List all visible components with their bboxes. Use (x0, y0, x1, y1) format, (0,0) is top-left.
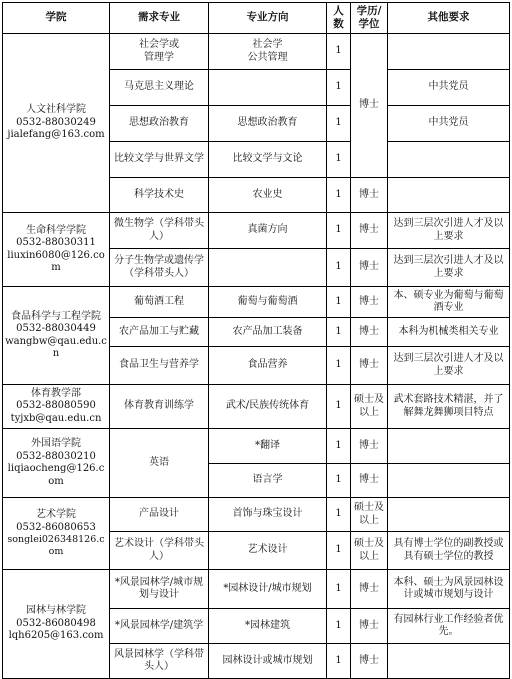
count-cell: 1 (327, 34, 351, 70)
other-cell: 具有博士学位的副教授或具有硕士学位的教授 (388, 532, 510, 570)
other-cell: 达到三层次引进人才及以上要求 (388, 249, 510, 287)
major-cell: 社会学或 管理学 (110, 34, 209, 70)
count-cell: 1 (327, 570, 351, 609)
count-cell: 1 (327, 178, 351, 213)
degree-cell: 博士 (351, 249, 388, 287)
major-cell: 食品卫生与营养学 (110, 347, 209, 385)
other-cell: 达到三层次引进人才及以上要求 (388, 347, 510, 385)
header-direction: 专业方向 (209, 3, 327, 34)
header-count: 人数 (327, 3, 351, 34)
major-cell: 农产品加工与贮藏 (110, 318, 209, 347)
degree-cell: 博士 (351, 570, 388, 609)
count-cell: 1 (327, 249, 351, 287)
other-cell (388, 498, 510, 532)
major-cell: 产品设计 (110, 498, 209, 532)
degree-cell: 博士 (351, 429, 388, 464)
other-cell: 本科为机械类相关专业 (388, 318, 510, 347)
other-cell: 中共党员 (388, 70, 510, 106)
count-cell: 1 (327, 464, 351, 498)
recruitment-table (2, 2, 510, 679)
degree-cell: 博士 (351, 609, 388, 644)
major-cell: 马克思主义理论 (110, 70, 209, 106)
major-cell: 体育教育训练学 (110, 385, 209, 429)
major-cell: 分子生物学或遗传学 （学科带头人） (110, 249, 209, 287)
major-cell: *风景园林学/建筑学 (110, 609, 209, 644)
degree-cell: 博士 (351, 178, 388, 213)
count-cell: 1 (327, 318, 351, 347)
major-cell: 英语 (110, 429, 209, 498)
count-cell: 1 (327, 213, 351, 249)
direction-cell: 园林设计或城市规划 (209, 644, 327, 679)
table-row (3, 429, 510, 464)
degree-cell: 硕士及以上 (351, 385, 388, 429)
direction-cell: *翻译 (209, 429, 327, 464)
direction-cell: *园林建筑 (209, 609, 327, 644)
table-row (3, 385, 510, 429)
other-cell: 有园林行业工作经验者优先。 (388, 609, 510, 644)
other-cell: 中共党员 (388, 106, 510, 142)
degree-cell: 博士 (351, 213, 388, 249)
direction-cell (209, 70, 327, 106)
table-row (3, 498, 510, 532)
direction-cell: 葡萄与葡萄酒 (209, 287, 327, 318)
other-cell (388, 429, 510, 464)
direction-cell: 思想政治教育 (209, 106, 327, 142)
degree-cell: 硕士及以上 (351, 532, 388, 570)
major-cell: 风景园林学（学科带 头人） (110, 644, 209, 679)
other-cell (388, 464, 510, 498)
table-row (3, 287, 510, 318)
other-cell (388, 34, 510, 70)
header-degree: 学历/ 学位 (351, 3, 388, 34)
count-cell: 1 (327, 347, 351, 385)
count-cell: 1 (327, 609, 351, 644)
other-cell: 本科、硕士为风景园林设计或城市规划与设计 (388, 570, 510, 609)
college-cell: 人文社科学院 0532-88030249 jialefang@163.com (3, 34, 110, 213)
other-cell (388, 178, 510, 213)
degree-cell: 博士 (351, 464, 388, 498)
direction-cell: 农产品加工装备 (209, 318, 327, 347)
degree-cell: 博士 (351, 34, 388, 178)
direction-cell: 比较文学与文论 (209, 142, 327, 178)
degree-cell: 硕士及以上 (351, 498, 388, 532)
count-cell: 1 (327, 429, 351, 464)
other-cell: 武术套路技术精湛，并了解舞龙舞狮项目特点 (388, 385, 510, 429)
count-cell: 1 (327, 532, 351, 570)
college-cell: 外国语学院 0532-88030210 liqiaocheng@126.com (3, 429, 110, 498)
direction-cell: 武术/民族传统体育 (209, 385, 327, 429)
direction-cell: 首饰与珠宝设计 (209, 498, 327, 532)
direction-cell: 社会学 公共管理 (209, 34, 327, 70)
major-cell: 艺术设计（学科带头 人） (110, 532, 209, 570)
direction-cell: 真菌方向 (209, 213, 327, 249)
degree-cell: 博士 (351, 644, 388, 679)
count-cell: 1 (327, 142, 351, 178)
major-cell: 微生物学（学科带头 人） (110, 213, 209, 249)
other-cell: 达到三层次引进人才及以上要求 (388, 213, 510, 249)
direction-cell: *园林设计/城市规划 (209, 570, 327, 609)
count-cell: 1 (327, 70, 351, 106)
degree-cell: 博士 (351, 347, 388, 385)
direction-cell: 语言学 (209, 464, 327, 498)
college-cell: 生命科学学院 0532-88030311 liuxin6080@126.com (3, 213, 110, 287)
major-cell: *风景园林学/城市规 划与设计 (110, 570, 209, 609)
other-cell (388, 142, 510, 178)
header-major: 需求专业 (110, 3, 209, 34)
table-row (3, 570, 510, 609)
major-cell: 比较文学与世界文学 (110, 142, 209, 178)
count-cell: 1 (327, 287, 351, 318)
header-college: 学院 (3, 3, 110, 34)
college-cell: 食品科学与工程学院 0532-88030449 wangbw@qau.edu.cn (3, 287, 110, 385)
major-cell: 科学技术史 (110, 178, 209, 213)
direction-cell: 农业史 (209, 178, 327, 213)
direction-cell: 艺术设计 (209, 532, 327, 570)
other-cell: 本、硕专业为葡萄与葡萄酒专业 (388, 287, 510, 318)
other-cell (388, 644, 510, 679)
count-cell: 1 (327, 106, 351, 142)
table-row (3, 213, 510, 249)
college-cell: 艺术学院 0532-86080653 songlei026348126.com (3, 498, 110, 570)
direction-cell: 食品营养 (209, 347, 327, 385)
count-cell: 1 (327, 644, 351, 679)
header-other: 其他要求 (388, 3, 510, 34)
college-cell: 园林与林学院 0532-86080498 lqh6205@163.com (3, 570, 110, 679)
major-cell: 思想政治教育 (110, 106, 209, 142)
header-row (3, 3, 510, 34)
direction-cell (209, 249, 327, 287)
table-row (3, 34, 510, 70)
major-cell: 葡萄酒工程 (110, 287, 209, 318)
degree-cell: 博士 (351, 287, 388, 318)
count-cell: 1 (327, 385, 351, 429)
count-cell: 1 (327, 498, 351, 532)
college-cell: 体育教学部 0532-88080590 tyjxb@qau.edu.cn (3, 385, 110, 429)
degree-cell: 博士 (351, 318, 388, 347)
